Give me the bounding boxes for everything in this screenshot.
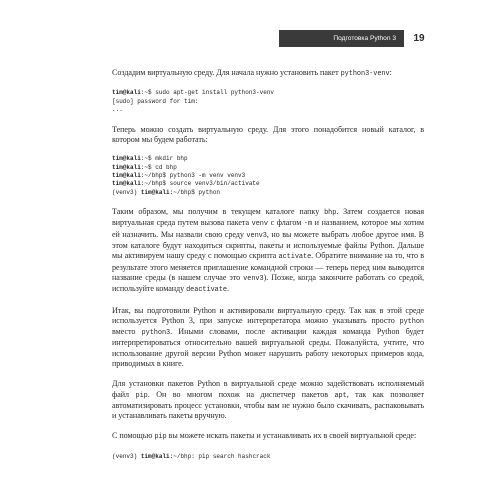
inline-code: python	[399, 317, 424, 326]
running-header	[279, 30, 404, 47]
inline-code: apt	[334, 391, 347, 400]
paragraph-pip-intro: Для установки пакетов Python в виртуальной среде можно задействовать исполняемый файл pip. Он во многом похож на диспетчер пакетов apt, так как позволяет автоматизировать процесс установки, чтобы вам не нужно было скачивать, распаковывать и устанавливать пакеты вручную.	[112, 379, 425, 421]
inline-code: pip	[154, 433, 167, 442]
inline-code: python3-venv	[340, 70, 390, 78]
code-block-pip-search: (venv3) tim@kali:~/bhp: pip search hashcrack	[112, 452, 271, 460]
paragraph-pip-search: С помощью pip вы можете искать пакеты и устанавливать их в своей виртуальной среде:	[112, 431, 417, 442]
inline-code: deactivate	[186, 286, 227, 295]
prompt-user: tim@kali	[112, 163, 141, 171]
inline-code: venv3	[246, 231, 267, 240]
code-block-install: tim@kali:~$ sudo apt-get install python3-venv [sudo] password for tim: ...	[112, 89, 275, 114]
inline-code: python3	[141, 329, 171, 338]
inline-code: venv3	[243, 274, 264, 283]
paragraph-python-activated: Итак, вы подготовили Python и активировали виртуальную среду. Так как в этой среде используется Python 3, при запуске интерпретатора можно указывать просто python вместо python3. Иными словами, после активации каждая команда Python будет интерпретироваться относительно вашей виртуальной среды. Пожалуйста, учтите, что использование другой версии Python может нарушить работу некоторых примеров кода, приводимых в книге.	[112, 305, 424, 368]
page-body	[112, 68, 424, 471]
prompt-user: tim@kali	[112, 171, 141, 179]
prompt-user: tim@kali	[140, 188, 170, 196]
inline-code: bhp	[324, 209, 337, 218]
paragraph-install-venv: Создадим виртуальную среду. Для начала нужно установить пакет python3-venv:	[112, 68, 392, 78]
prompt-user: tim@kali	[140, 452, 170, 460]
inline-code: pip	[135, 391, 148, 400]
code-block-create: tim@kali:~$ mkdir bhp tim@kali:~$ cd bhp tim@kali:~/bhp$ python3 -m venv venv3 tim@kali:~/bhp$ source venv3/bin/activate (venv3) tim@kali:~/bhp$ python	[112, 155, 260, 196]
paragraph-create-venv: Теперь можно создать виртуальную среду. Для этого понадобится новый каталог, в котором мы будем работать:	[112, 124, 424, 144]
page-number: 19	[413, 33, 425, 44]
prompt-user: tim@kali	[112, 155, 141, 163]
inline-code: venv	[251, 220, 268, 229]
inline-code: activate	[278, 253, 312, 262]
paragraph-venv-explained: Таким образом, мы получим в текущем каталоге папку bhp. Затем создается новая виртуальная среда путем вызова пакета venv с флагом -m и названием, которое мы хотим ей назначить. Мы назвали свою среду venv3, но вы можете выбрать любое другое имя. В этом каталоге будут находиться скрипты, пакеты и используемые файлы Python. Дальше мы активируем нашу среду с помощью скрипта activate. Обратите внимание на то, что в результате этого меняется приглашение командной строки — теперь перед ним выводится название среды (в нашем случае это venv3). Позже, когда закончите работать со средой, используйте команду deactivate.	[112, 207, 425, 295]
prompt-user: tim@kali	[112, 89, 141, 97]
prompt-user: tim@kali	[112, 180, 141, 188]
chapter-title: Подготовка Python 3	[333, 35, 396, 42]
inline-code: -m	[303, 220, 313, 229]
